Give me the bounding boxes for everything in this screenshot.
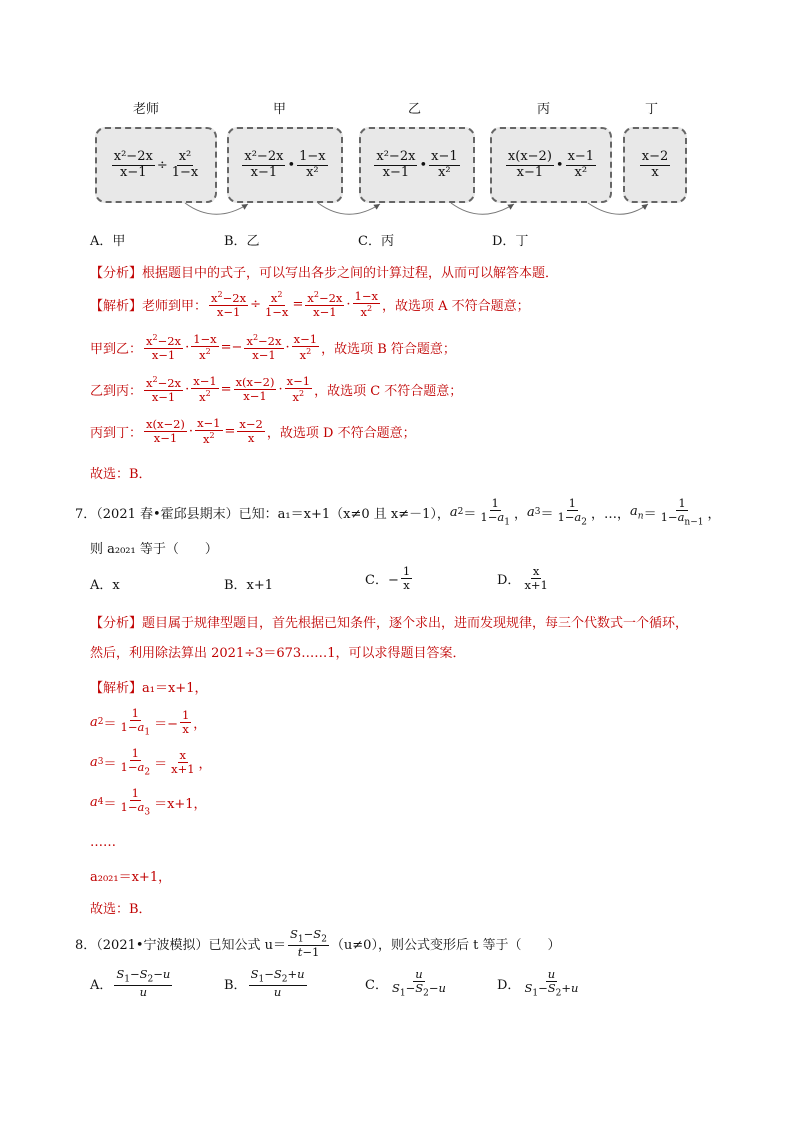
arrow-2 [318, 203, 380, 214]
q7-ask: 则 a₂₀₂₁ 等于（ ） [90, 542, 218, 557]
q7-analysis-2: 然后，利用除法算出 2021÷3＝673……1，可以求得题目答案． [90, 646, 466, 661]
step-arrows [0, 0, 794, 240]
q8-option-a: A． $\frac{S_1-S_2-u}{u}$ [90, 967, 171, 999]
q7-solution-1: 【解析】 a₁＝x+1， [90, 681, 208, 696]
q7-solution-dots: …… [90, 835, 116, 850]
step-box-ding: $\frac{x-2}{x}$ [623, 127, 687, 203]
q7-solution-2: a 2 ＝ $\frac{1}{1-a_1}$ ＝− $\frac{1}{x}$ ， [90, 706, 207, 738]
q7-question: 7．（2021 春•霍邱县期末）已知：a₁＝x+1（x≠0 且 x≠－1）， a 2 ＝ $\frac{1}{1-a_1}$ ， a 3 ＝ $\frac{1}{1-a_2}$ ，…， $a_n$ ＝ $\frac{1}{1-a_{n-1}}$ ， [75, 496, 721, 528]
q6-option-a: A．甲 [90, 234, 126, 249]
arrow-4 [588, 203, 648, 214]
label-teacher: 老师 [133, 102, 160, 117]
q8-option-d: D． $\frac{u}{S_1-S_2+u}$ [497, 967, 579, 999]
q7-analysis-1: 【分析】 题目属于规律型题目，首先根据已知条件，逐个求出，进而发现规律，每三个代数式一个循环， [90, 616, 689, 631]
q8-option-c: C． $\frac{u}{S_1-S_2-u}$ [365, 967, 446, 999]
arrow-1 [185, 203, 248, 214]
q6-solution-line4: 丙到丁： $\frac{x(x-2)}{x-1}$ · $\frac{x-1}{x^2}$ = $\frac{x-2}{x}$ ，故选项 D 不符合题意； [90, 416, 416, 447]
q6-solution-line3: 乙到丙： $\frac{x^2-2x}{x-1}$ · $\frac{x-1}{x^2}$ = $\frac{x(x-2)}{x-1}$ · $\frac{x-1}{x^2}$ ，故选项 C 不符合题意； [90, 374, 463, 405]
label-ding: 丁 [645, 102, 659, 117]
q6-answer: 故选：B． [90, 467, 152, 482]
q6-solution-line1: 【解析】 老师到甲： $\frac{x^2-2x}{x-1}$ ÷ $\frac{x^2}{1-x}$ = $\frac{x^2-2x}{x-1}$ · $\frac{1-x}{x^2}$ ，故选项 A 不符合题意； [90, 289, 530, 320]
label-yi: 乙 [408, 102, 422, 117]
q6-analysis: 【分析】 根据题目中的式子，可以写出各步之间的计算过程，从而可以解答本题． [90, 266, 559, 281]
step-box-teacher: $\frac{\text{x²−2x}}{x-1}$ ÷ $\frac{\text{x²}}{1-x}$ [95, 127, 217, 203]
step-box-jia: $\frac{\text{x²−2x}}{x-1}$ • $\frac{1-x}{\text{x²}}$ [227, 127, 343, 203]
q6-option-d: D．丁 [492, 234, 529, 249]
q7-option-d: D． $\frac{x}{x+1}$ [497, 564, 548, 593]
q7-option-c: C．− $\frac{1}{x}$ [365, 564, 411, 593]
q7-answer: 故选：B． [90, 902, 152, 917]
step-box-yi: $\frac{\text{x²−2x}}{x-1}$ • $\frac{x-1}{\text{x²}}$ [359, 127, 475, 203]
q7-solution-3: a 3 ＝ $\frac{1}{1-a_2}$ ＝ $\frac{x}{x+1}$ ， [90, 746, 212, 778]
q8-option-b: B． $\frac{S_1-S_2+u}{u}$ [224, 967, 305, 999]
q6-solution-line2: 甲到乙： $\frac{x^2-2x}{x-1}$ · $\frac{1-x}{x^2}$ =− $\frac{x^2-2x}{x-1}$ · $\frac{x-1}{x^2}$ ，故选项 B 符合题意； [90, 332, 456, 363]
q7-solution-4: a 4 ＝ $\frac{1}{1-a_3}$ ＝x+1， [90, 786, 207, 818]
q7-option-b: B．x+1 [224, 578, 274, 593]
label-jia: 甲 [273, 102, 287, 117]
label-bing: 丙 [537, 102, 551, 117]
q7-solution-5: a₂₀₂₁＝x+1， [90, 870, 172, 885]
arrow-3 [451, 203, 514, 214]
step-box-bing: $\frac{x(x-2)}{x-1}$ • $\frac{x-1}{\text{x²}}$ [490, 127, 612, 203]
q8-question: 8．（2021•宁波模拟）已知公式 u＝ $\frac{S_1-S_2}{t-1}$ （u≠0），则公式变形后 t 等于（ ） [75, 927, 561, 959]
q6-option-c: C．丙 [358, 234, 394, 249]
q7-option-a: A．x [90, 578, 120, 593]
q6-option-b: B．乙 [224, 234, 260, 249]
